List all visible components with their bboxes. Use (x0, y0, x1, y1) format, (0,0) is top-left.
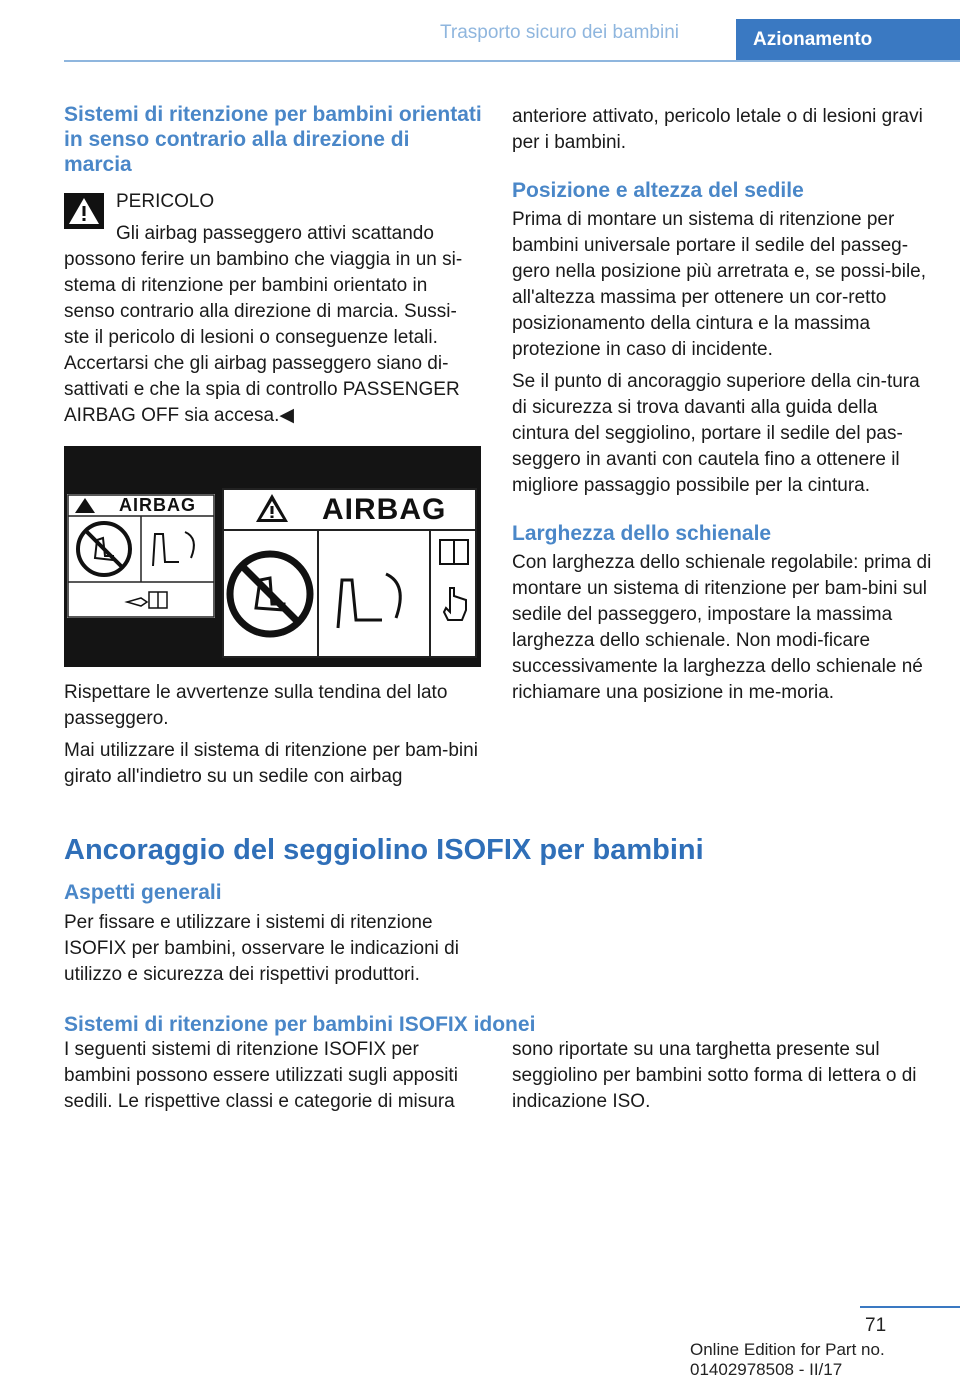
right-column (512, 104, 932, 712)
edition-note: Online Edition for Part no. 01402978508 - II/17 (690, 1340, 885, 1379)
airbag-label-figure (64, 446, 481, 667)
right-continuation: anteriore attivato, pericolo letale o di lesioni gravi per i bambini. (512, 106, 923, 153)
suitable-systems-left (64, 1037, 482, 1121)
backrest-width-heading: Larghezza dello schienale (512, 522, 772, 545)
page-number: 71 (865, 1315, 887, 1336)
general-aspects-block (64, 910, 482, 994)
header-chapter-tab: Azionamento (736, 19, 960, 61)
general-aspects-heading: Aspetti generali (64, 881, 222, 904)
large-airbag-label (222, 488, 477, 658)
small-airbag-text: AIRBAG (119, 495, 196, 515)
left-paragraph-2: Mai utilizzare il sistema di ritenzione per bam-bini girato all'indietro su un sedile con airbag (64, 740, 478, 787)
left-column-after-figure (64, 680, 482, 796)
header-divider (64, 60, 960, 62)
seat-position-paragraph-2: Se il punto di ancoraggio superiore della cin-tura di sicurezza si trova davanti alla guida della cintura del seggiolino, portare il sedile del pas-seggero in avanti con cautela fino a ottenere il migliore passaggio possibile per la cintura. (512, 371, 920, 496)
warning-title: PERICOLO (116, 191, 215, 212)
danger-warning (64, 189, 482, 429)
isofix-title: Ancoraggio del seggiolino ISOFIX per bambini (64, 834, 704, 866)
suitable-systems-right (512, 1037, 932, 1121)
warning-triangle-icon (64, 193, 104, 229)
suitable-systems-heading: Sistemi di ritenzione per bambini ISOFIX idonei (64, 1013, 536, 1036)
large-airbag-text: AIRBAG (322, 493, 447, 526)
footer-divider (860, 1306, 960, 1308)
general-aspects-paragraph: Per fissare e utilizzare i sistemi di ritenzione ISOFIX per bambini, osservare le indicazioni di utilizzo e sicurezza dei rispettivi produttori. (64, 912, 459, 985)
seat-position-paragraph-1: Prima di montare un sistema di ritenzione per bambini universale portare il sedile del passeg-gero nella posizione più arretrata e, se possi-bile, all'altezza massima per ottenere un cor-retto posizionamento della cintura e la massima protezione in caso di incidente. (512, 209, 927, 360)
left-column (64, 102, 482, 435)
suitable-systems-paragraph-right: sono riportate su una targhetta presente sul seggiolino per bambini sotto forma di lettera o di indicazione ISO. (512, 1039, 917, 1112)
seat-position-heading: Posizione e altezza del sedile (512, 179, 804, 202)
header-section-title: Trasporto sicuro dei bambini (440, 22, 680, 43)
rear-facing-heading: Sistemi di ritenzione per bambini orientati in senso contrario alla direzione di marcia (64, 103, 482, 176)
backrest-width-paragraph: Con larghezza dello schienale regolabile: prima di montare un sistema di ritenzione per bam-bini sul sedile del passeggero, impostare la massima larghezza dello schienale. Non modi-ficare successivamente la larghezza dello schienale né richiamare una posizione in me-moria. (512, 552, 932, 703)
small-airbag-label (67, 494, 215, 618)
warning-text: Gli airbag passeggero attivi scattando possono ferire un bambino che viaggia in un si-stema di ritenzione per bambini orientato in senso contrario alla direzione di marcia. Sussi-ste il pericolo di lesioni o conseguenze letali. Accertarsi che gli airbag passeggero siano di-sattivati e che la spia di controllo PASSENGER AIRBAG OFF sia accesa.◀ (64, 223, 463, 426)
left-paragraph-1: Rispettare le avvertenze sulla tendina del lato passeggero. (64, 682, 448, 729)
suitable-systems-paragraph-left: I seguenti sistemi di ritenzione ISOFIX per bambini possono essere utilizzati sugli appositi sedili. Le rispettive classi e categorie di misura (64, 1039, 458, 1112)
